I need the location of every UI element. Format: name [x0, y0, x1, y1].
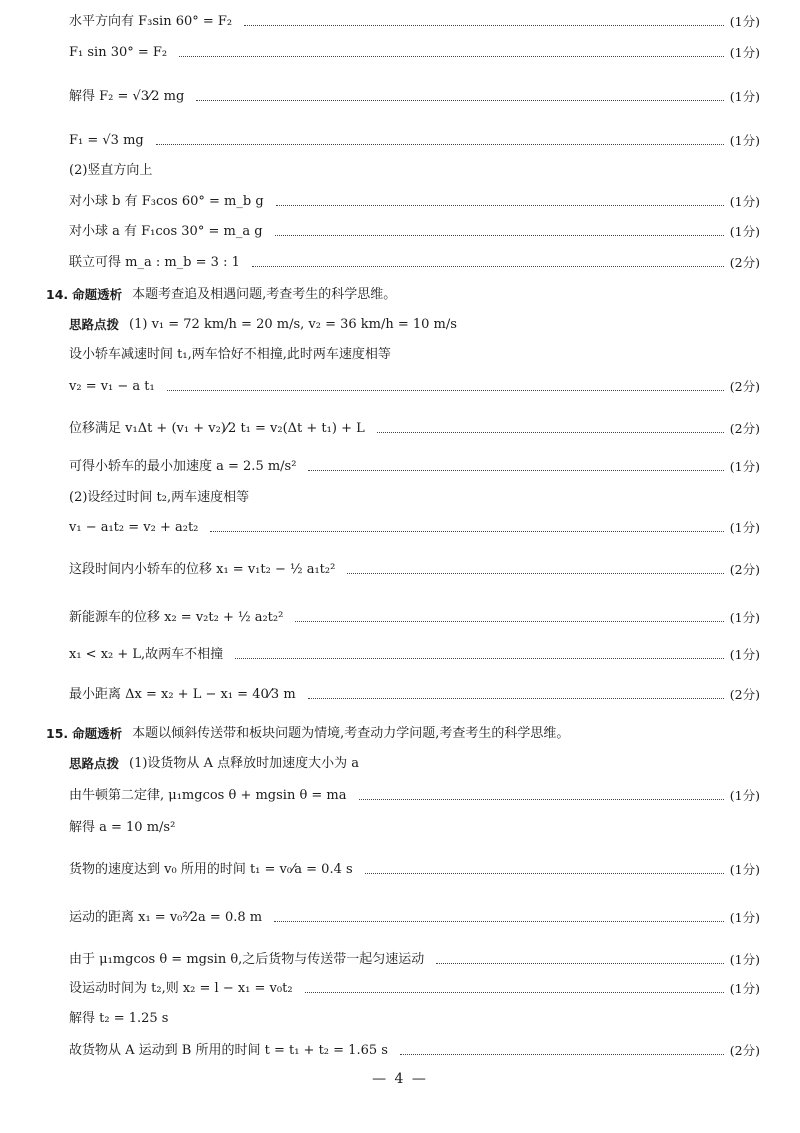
- score-badge: (1分): [729, 224, 760, 239]
- question-14-header: [0, 286, 800, 304]
- dot-leader: [235, 658, 724, 659]
- dot-leader: [308, 698, 724, 699]
- solution-line: [0, 346, 800, 364]
- dot-leader: [377, 432, 724, 433]
- line-text: 解得 a = 10 m/s²: [69, 820, 176, 835]
- line-text: 解得 t₂ = 1.25 s: [69, 1011, 169, 1026]
- solution-line: [0, 420, 800, 438]
- line-text: 水平方向有 F₃sin 60° = F₂: [69, 14, 233, 29]
- solution-line: [0, 951, 800, 969]
- score-badge: (2分): [729, 379, 760, 394]
- dot-leader: [305, 992, 724, 993]
- solution-line: [0, 132, 800, 150]
- line-text: (2)竖直方向上: [69, 163, 153, 178]
- page-number: — 4 —: [372, 1071, 428, 1087]
- line-text: 设小轿车减速时间 t₁,两车恰好不相撞,此时两车速度相等: [69, 347, 391, 362]
- solution-line: [0, 378, 800, 396]
- line-text: v₁ − a₁t₂ = v₂ + a₂t₂: [69, 520, 199, 535]
- solution-line: [0, 646, 800, 664]
- line-text: 联立可得 m_a : m_b = 3 : 1: [69, 255, 240, 270]
- section-label: 命题透析: [72, 726, 123, 741]
- solution-line: [0, 787, 800, 805]
- question-number: 15.: [46, 726, 69, 741]
- question-intro: 本题以倾斜传送带和板块问题为情境,考查动力学问题,考查考生的科学思维。: [132, 726, 570, 741]
- score-badge: (2分): [729, 421, 760, 436]
- solution-line: [0, 223, 800, 241]
- dot-leader: [436, 963, 724, 964]
- dot-leader: [196, 100, 723, 101]
- question-15-header: [0, 725, 800, 743]
- solution-line: [0, 489, 800, 507]
- score-badge: (1分): [729, 647, 760, 662]
- solution-line: [0, 162, 800, 180]
- dot-leader: [252, 266, 724, 267]
- line-text: 新能源车的位移 x₂ = v₂t₂ + ½ a₂t₂²: [69, 610, 284, 625]
- score-badge: (1分): [729, 459, 760, 474]
- solution-line: [0, 819, 800, 837]
- dot-leader: [276, 205, 724, 206]
- line-text: 货物的速度达到 v₀ 所用的时间 t₁ = v₀⁄a = 0.4 s: [69, 862, 353, 877]
- line-text: 可得小轿车的最小加速度 a = 2.5 m/s²: [69, 459, 297, 474]
- solution-line: [0, 909, 800, 927]
- line-text: 这段时间内小轿车的位移 x₁ = v₁t₂ − ½ a₁t₂²: [69, 562, 336, 577]
- dot-leader: [365, 873, 724, 874]
- solution-line: [0, 1042, 800, 1060]
- line-text: x₁ < x₂ + L,故两车不相撞: [69, 647, 224, 662]
- line-text: F₁ = √3 mg: [69, 133, 144, 148]
- line-text: 解得 F₂ = √3⁄2 mg: [69, 89, 185, 104]
- score-badge: (1分): [729, 981, 760, 996]
- solution-line: [0, 254, 800, 272]
- line-text: v₂ = v₁ − a t₁: [69, 379, 155, 394]
- dot-leader: [167, 390, 724, 391]
- solution-line: [0, 316, 800, 334]
- score-badge: (2分): [729, 687, 760, 702]
- score-badge: (1分): [729, 862, 760, 877]
- solution-line: [0, 1010, 800, 1028]
- dot-leader: [359, 799, 724, 800]
- line-text: 对小球 a 有 F₁cos 30° = m_a g: [69, 224, 263, 239]
- section-label: 思路点拨: [69, 317, 120, 332]
- line-text: 位移满足 v₁Δt + (v₁ + v₂)⁄2 t₁ = v₂(Δt + t₁) + L: [69, 421, 365, 436]
- dot-leader: [210, 531, 723, 532]
- section-label: 思路点拨: [69, 756, 120, 771]
- dot-leader: [156, 144, 724, 145]
- score-badge: (2分): [729, 562, 760, 577]
- score-badge: (1分): [729, 14, 760, 29]
- solution-line: [0, 88, 800, 106]
- line-text: 由牛顿第二定律, μ₁mgcos θ + mgsin θ = ma: [69, 788, 347, 803]
- line-text: 运动的距离 x₁ = v₀²⁄2a = 0.8 m: [69, 910, 263, 925]
- dot-leader: [295, 621, 723, 622]
- line-text: 故货物从 A 运动到 B 所用的时间 t = t₁ + t₂ = 1.65 s: [69, 1043, 388, 1058]
- dot-leader: [400, 1054, 724, 1055]
- score-badge: (1分): [729, 520, 760, 535]
- score-badge: (1分): [729, 133, 760, 148]
- solution-line: [0, 609, 800, 627]
- dot-leader: [274, 921, 724, 922]
- solution-line: [0, 193, 800, 211]
- solution-line: [0, 686, 800, 704]
- score-badge: (2分): [729, 255, 760, 270]
- score-badge: (1分): [729, 194, 760, 209]
- line-text: 对小球 b 有 F₃cos 60° = m_b g: [69, 194, 264, 209]
- solution-line: [0, 755, 800, 773]
- question-intro: 本题考查追及相遇问题,考查考生的科学思维。: [132, 287, 397, 302]
- line-text: 最小距离 Δx = x₂ + L − x₁ = 40⁄3 m: [69, 687, 296, 702]
- dot-leader: [347, 573, 723, 574]
- line-text: (1) v₁ = 72 km/h = 20 m/s, v₂ = 36 km/h = 10 m/s: [129, 317, 457, 332]
- line-text: (1)设货物从 A 点释放时加速度大小为 a: [129, 756, 359, 771]
- score-badge: (1分): [729, 610, 760, 625]
- score-badge: (1分): [729, 952, 760, 967]
- solution-line: [0, 561, 800, 579]
- score-badge: (1分): [729, 45, 760, 60]
- score-badge: (1分): [729, 910, 760, 925]
- solution-line: [0, 861, 800, 879]
- dot-leader: [308, 470, 723, 471]
- solution-line: [0, 458, 800, 476]
- solution-line: [0, 44, 800, 62]
- line-text: F₁ sin 30° = F₂: [69, 45, 168, 60]
- line-text: (2)设经过时间 t₂,两车速度相等: [69, 490, 250, 505]
- solution-line: [0, 519, 800, 537]
- question-number: 14.: [46, 287, 69, 302]
- solution-line: [0, 13, 800, 31]
- score-badge: (2分): [729, 1043, 760, 1058]
- line-text: 由于 μ₁mgcos θ = mgsin θ,之后货物与传送带一起匀速运动: [69, 952, 425, 967]
- score-badge: (1分): [729, 89, 760, 104]
- dot-leader: [275, 235, 724, 236]
- dot-leader: [179, 56, 724, 57]
- section-label: 命题透析: [72, 287, 123, 302]
- solution-line: [0, 980, 800, 998]
- line-text: 设运动时间为 t₂,则 x₂ = l − x₁ = v₀t₂: [69, 981, 293, 996]
- dot-leader: [244, 25, 724, 26]
- score-badge: (1分): [729, 788, 760, 803]
